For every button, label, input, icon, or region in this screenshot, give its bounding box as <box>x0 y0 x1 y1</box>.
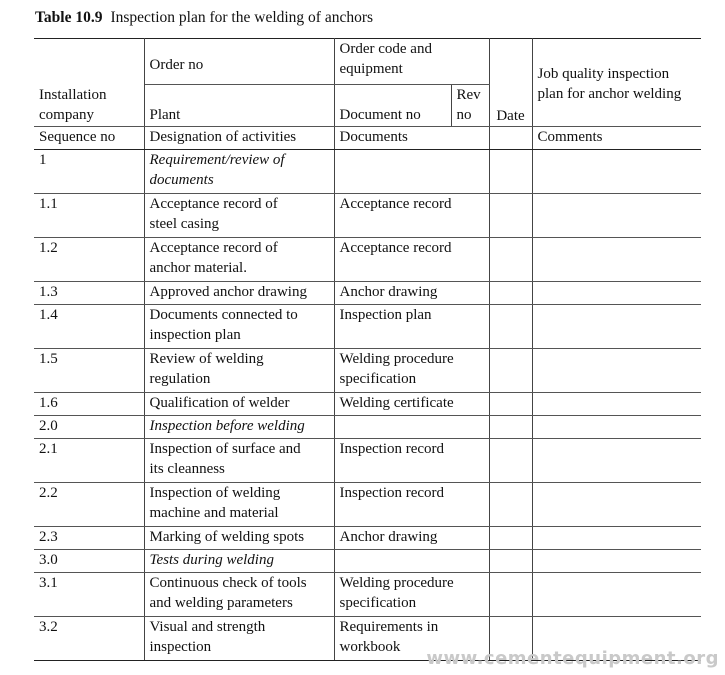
activity-cell: Requirement/review of documents <box>144 150 334 194</box>
date-cell <box>489 527 532 550</box>
sequence-cell: 1.5 <box>34 349 144 393</box>
sequence-cell: 2.3 <box>34 527 144 550</box>
table-row <box>34 483 701 527</box>
date-cell <box>489 194 532 238</box>
header-comments: Comments <box>532 127 701 150</box>
table-row <box>34 393 701 416</box>
comment-cell <box>532 439 701 483</box>
document-cell: Inspection record <box>334 483 489 527</box>
comment-cell <box>532 550 701 573</box>
inspection-plan-table <box>34 38 701 661</box>
header-date: Date <box>489 39 532 127</box>
comment-cell <box>532 150 701 194</box>
activity-cell: Inspection before welding <box>144 416 334 439</box>
header-sequence-no: Sequence no <box>34 127 144 150</box>
header-designation: Designation of activities <box>144 127 334 150</box>
header-date-blank <box>489 127 532 150</box>
comment-cell <box>532 416 701 439</box>
document-cell <box>334 416 489 439</box>
activity-cell: Visual and strength inspection <box>144 617 334 661</box>
activity-cell: Marking of welding spots <box>144 527 334 550</box>
comment-cell <box>532 282 701 305</box>
comment-cell <box>532 305 701 349</box>
document-cell <box>334 550 489 573</box>
table-row <box>34 349 701 393</box>
comment-cell <box>532 194 701 238</box>
document-cell: Inspection record <box>334 439 489 483</box>
header-order-no: Order no <box>144 39 334 85</box>
date-cell <box>489 439 532 483</box>
date-cell <box>489 393 532 416</box>
watermark: www.cementequipment.org <box>426 648 719 669</box>
table-caption <box>35 9 373 27</box>
activity-cell: Qualification of welder <box>144 393 334 416</box>
date-cell <box>489 150 532 194</box>
sequence-cell: 2.1 <box>34 439 144 483</box>
document-cell: Inspection plan <box>334 305 489 349</box>
comment-cell <box>532 393 701 416</box>
header-documents: Documents <box>334 127 489 150</box>
table-row <box>34 238 701 282</box>
activity-cell: Acceptance record of anchor material. <box>144 238 334 282</box>
table-row <box>34 573 701 617</box>
date-cell <box>489 416 532 439</box>
table-number: Table 10.9 <box>35 9 103 26</box>
table-row <box>34 527 701 550</box>
table-row <box>34 550 701 573</box>
table-row <box>34 305 701 349</box>
date-cell <box>489 550 532 573</box>
document-cell: Requirements in workbook <box>334 617 489 661</box>
activity-cell: Inspection of surface and its cleanness <box>144 439 334 483</box>
table-row <box>34 194 701 238</box>
sequence-cell: 1.4 <box>34 305 144 349</box>
document-cell: Acceptance record <box>334 194 489 238</box>
comment-cell <box>532 527 701 550</box>
date-cell <box>489 238 532 282</box>
header-job-quality: Job quality inspection plan for anchor welding <box>532 39 701 127</box>
activity-cell: Inspection of welding machine and material <box>144 483 334 527</box>
date-cell <box>489 483 532 527</box>
comment-cell <box>532 573 701 617</box>
document-cell: Welding procedure specification <box>334 573 489 617</box>
activity-cell: Approved anchor drawing <box>144 282 334 305</box>
activity-cell: Acceptance record of steel casing <box>144 194 334 238</box>
sequence-cell: 3.0 <box>34 550 144 573</box>
sequence-cell: 1.1 <box>34 194 144 238</box>
comment-cell <box>532 238 701 282</box>
table-row <box>34 282 701 305</box>
sequence-cell: 1 <box>34 150 144 194</box>
table-title: Inspection plan for the welding of anchors <box>110 9 374 26</box>
document-cell: Acceptance record <box>334 238 489 282</box>
document-cell: Anchor drawing <box>334 527 489 550</box>
sequence-cell: 2.2 <box>34 483 144 527</box>
document-cell: Welding procedure specification <box>334 349 489 393</box>
document-cell <box>334 150 489 194</box>
document-cell: Welding certificate <box>334 393 489 416</box>
activity-cell: Documents connected to inspection plan <box>144 305 334 349</box>
sequence-cell: 1.6 <box>34 393 144 416</box>
sequence-cell: 1.3 <box>34 282 144 305</box>
header-document-no: Document no <box>334 85 451 127</box>
header-installation-company: Installation company <box>34 39 144 127</box>
sequence-cell: 3.1 <box>34 573 144 617</box>
header-plant: Plant <box>144 85 334 127</box>
comment-cell <box>532 349 701 393</box>
activity-cell: Continuous check of tools and welding parameters <box>144 573 334 617</box>
sequence-cell: 1.2 <box>34 238 144 282</box>
date-cell <box>489 305 532 349</box>
table-row <box>34 150 701 194</box>
activity-cell: Review of welding regulation <box>144 349 334 393</box>
comment-cell <box>532 483 701 527</box>
header-order-code: Order code and equipment <box>334 39 489 85</box>
document-cell: Anchor drawing <box>334 282 489 305</box>
header-rev-no: Rev no <box>451 85 489 127</box>
date-cell <box>489 349 532 393</box>
activity-cell: Tests during welding <box>144 550 334 573</box>
sequence-cell: 3.2 <box>34 617 144 661</box>
date-cell <box>489 573 532 617</box>
date-cell <box>489 282 532 305</box>
table-row <box>34 439 701 483</box>
table-row <box>34 416 701 439</box>
sequence-cell: 2.0 <box>34 416 144 439</box>
